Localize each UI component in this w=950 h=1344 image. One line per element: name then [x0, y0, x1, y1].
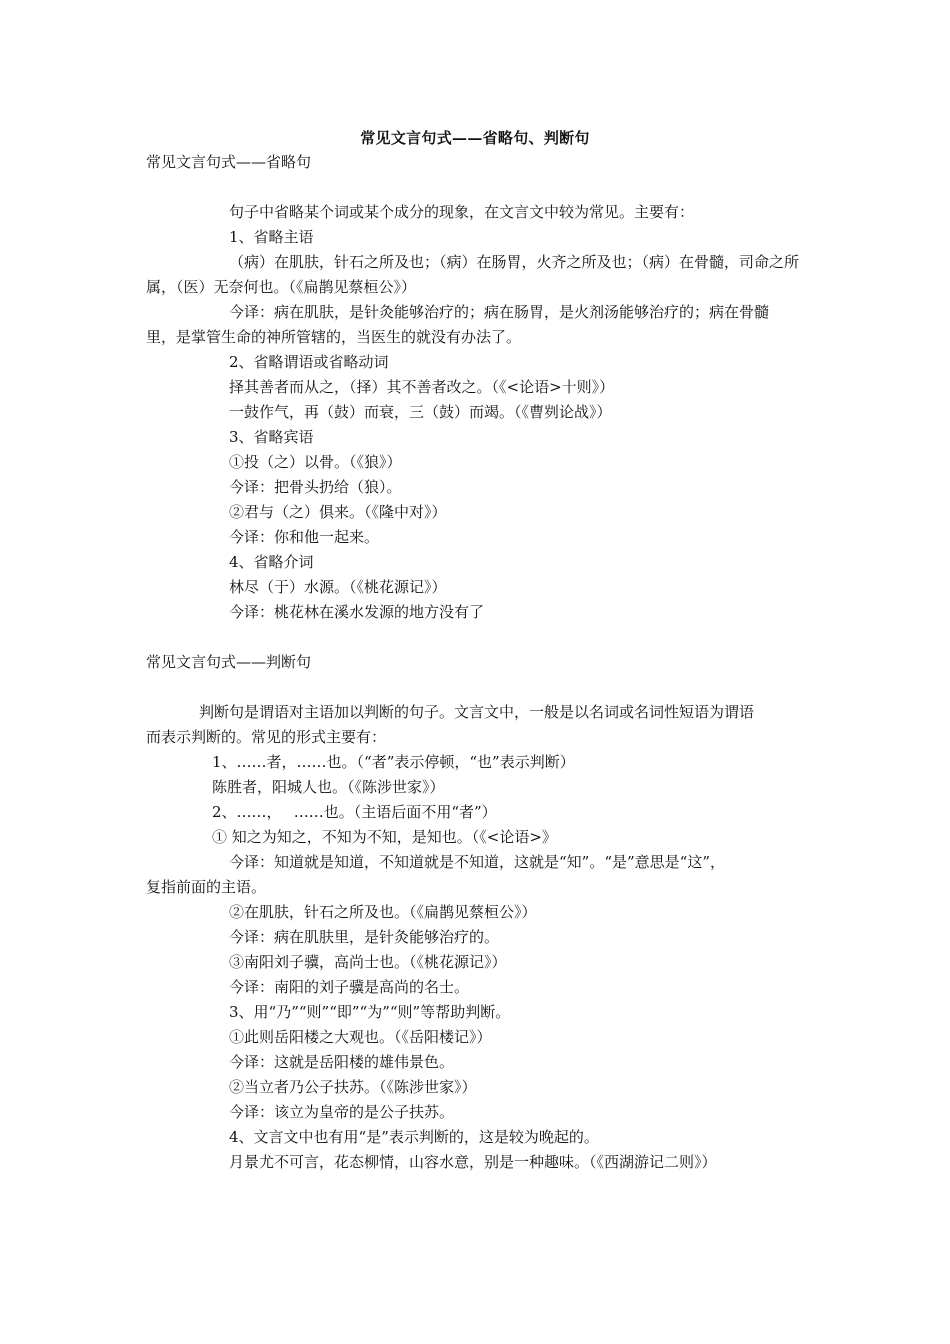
- translation-text: 复指前面的主语。: [146, 878, 267, 896]
- translation-text: 今译：把骨头扔给（狼）。: [229, 478, 402, 496]
- paragraph-intro: 而表示判断的。常见的形式主要有：: [146, 728, 387, 746]
- paragraph-intro: 判断句是谓语对主语加以判断的句子。文言文中，一般是以名词或名词性短语为谓语: [199, 703, 755, 721]
- subheading: 2、省略谓语或省略动词: [229, 353, 389, 371]
- translation-text: 今译：桃花林在溪水发源的地方没有了: [229, 603, 485, 621]
- translation-text: 今译：南阳的刘子骥是高尚的名士。: [229, 978, 470, 996]
- example-text: 月景尤不可言，花态柳情，山容水意，别是一种趣味。（《西湖游记二则》）: [229, 1153, 717, 1171]
- example-text: 属，（医）无奈何也。（《扁鹊见蔡桓公》）: [146, 278, 417, 296]
- translation-text: 今译：知道就是知道，不知道就是不知道，这就是“知”。“是”意思是“这”，: [229, 853, 726, 871]
- translation-text: 今译：你和他一起来。: [229, 528, 380, 546]
- page-title: 常见文言句式——省略句、判断句: [360, 129, 590, 147]
- example-text: 择其善者而从之，（择）其不善者改之。（《<论语>十则》）: [229, 378, 615, 396]
- example-text: （病）在肌肤，针石之所及也；（病）在肠胃，火齐之所及也；（病）在骨髓，司命之所: [229, 253, 800, 271]
- section-heading-judgment: 常见文言句式——判断句: [146, 653, 312, 671]
- example-text: 陈胜者，阳城人也。（《陈涉世家》）: [212, 778, 445, 796]
- example-text: 林尽（于）水源。（《桃花源记》）: [229, 578, 447, 596]
- example-text: ②君与（之）俱来。（《隆中对》）: [229, 503, 447, 521]
- subheading: 4、省略介词: [229, 553, 314, 571]
- subheading: 1、省略主语: [229, 228, 314, 246]
- subheading: 3、省略宾语: [229, 428, 314, 446]
- section-heading-omission: 常见文言句式——省略句: [146, 153, 312, 171]
- translation-text: 今译：病在肌肤里，是针灸能够治疗的。: [229, 928, 500, 946]
- example-text: ①投（之）以骨。（《狼》）: [229, 453, 402, 471]
- paragraph-intro: 句子中省略某个词或某个成分的现象，在文言文中较为常见。主要有：: [229, 203, 695, 221]
- translation-text: 今译：病在肌肤，是针灸能够治疗的；病在肠胃，是火剂汤能够治疗的；病在骨髓: [229, 303, 770, 321]
- example-text: ②当立者乃公子扶苏。（《陈涉世家》）: [229, 1078, 477, 1096]
- example-text: ①此则岳阳楼之大观也。（《岳阳楼记》）: [229, 1028, 492, 1046]
- example-text: 一鼓作气，再（鼓）而衰，三（鼓）而竭。（《曹刿论战》）: [229, 403, 612, 421]
- example-text: ②在肌肤，针石之所及也。（《扁鹊见蔡桓公》）: [229, 903, 537, 921]
- subheading: 4、文言文中也有用“是”表示判断的，这是较为晚起的。: [229, 1128, 599, 1146]
- example-text: ① 知之为知之，不知为不知，是知也。（《<论语>》: [212, 828, 557, 846]
- translation-text: 里，是掌管生命的神所管辖的，当医生的就没有办法了。: [146, 328, 522, 346]
- subheading: 2、……， ……也。（主语后面不用“者”）: [212, 803, 497, 821]
- subheading: 3、用“乃”“则”“即”“为”“则”等帮助判断。: [229, 1003, 511, 1021]
- subheading: 1、……者，……也。（“者”表示停顿，“也”表示判断）: [212, 753, 575, 771]
- example-text: ③南阳刘子骥，高尚士也。（《桃花源记》）: [229, 953, 507, 971]
- translation-text: 今译：这就是岳阳楼的雄伟景色。: [229, 1053, 455, 1071]
- translation-text: 今译：该立为皇帝的是公子扶苏。: [229, 1103, 455, 1121]
